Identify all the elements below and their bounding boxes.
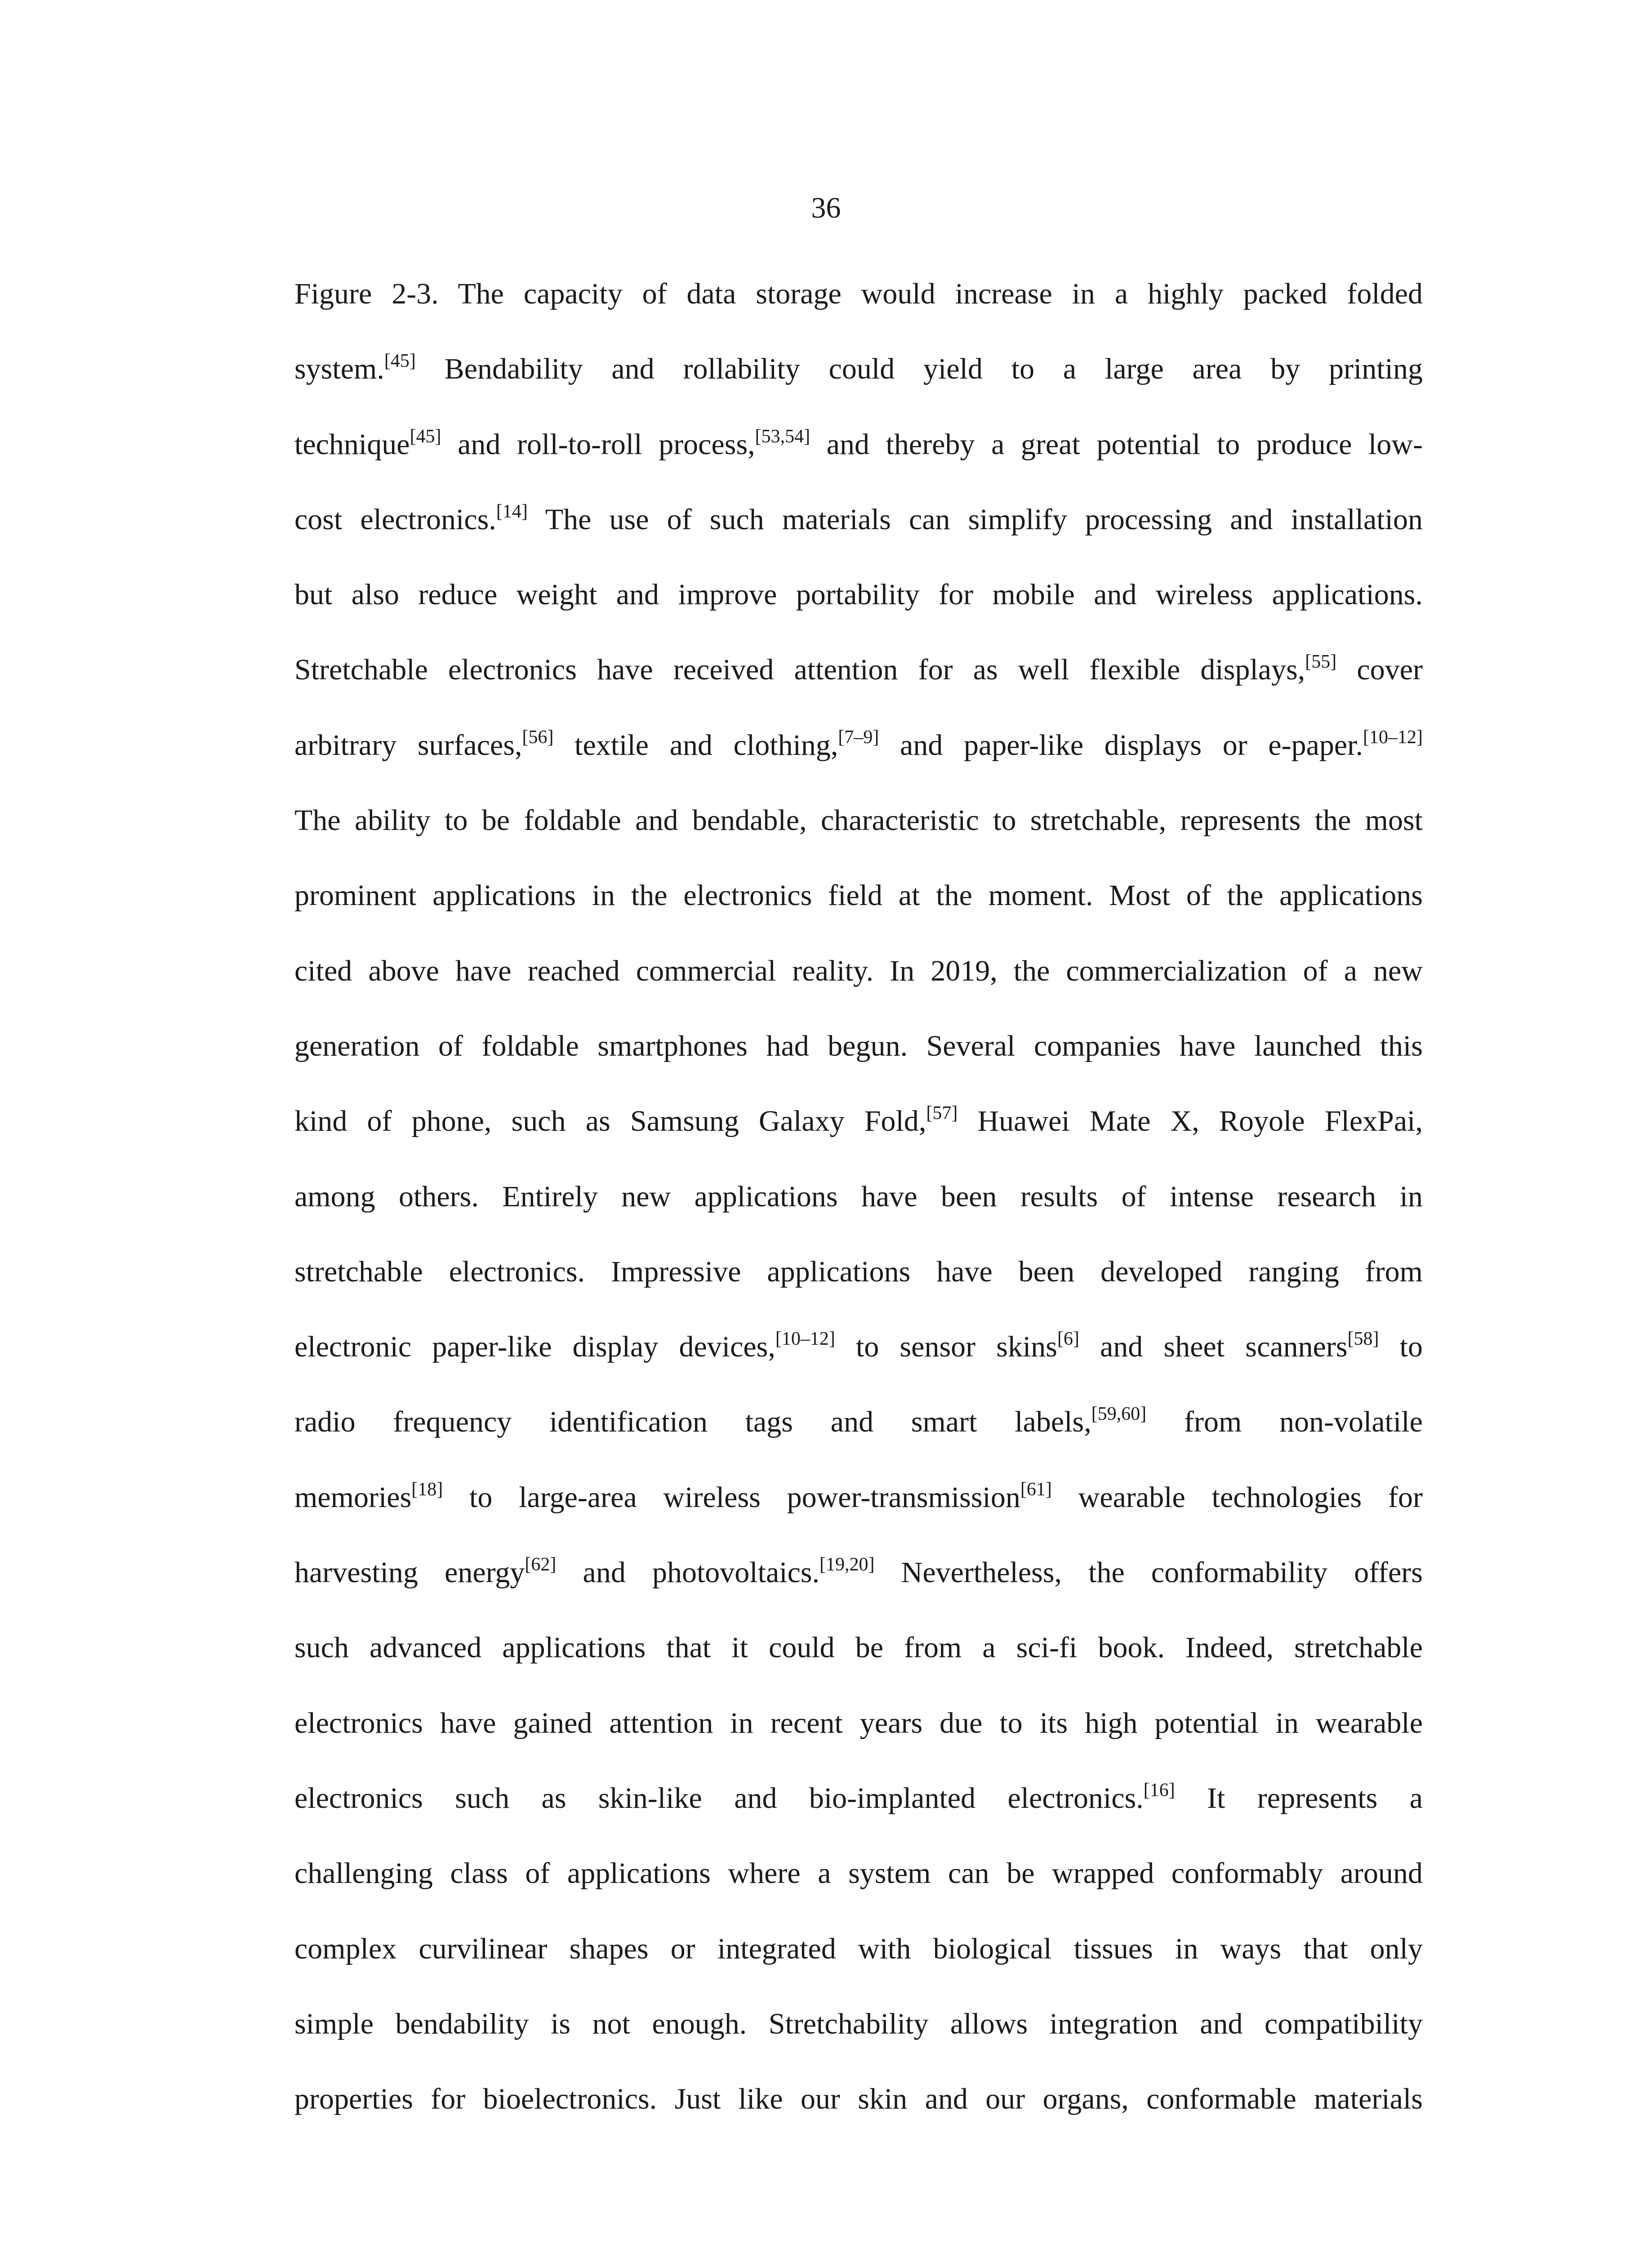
citation-reference: [10–12] (775, 1329, 835, 1350)
text-segment: textile and clothing, (553, 728, 838, 762)
text-segment: and sheet scanners (1079, 1330, 1348, 1364)
text-segment: Huawei Mate X, Royole FlexPai, (957, 1105, 1423, 1138)
citation-reference: [45] (384, 351, 416, 372)
text-segment: challenging class of applications where a system can be wrapped conformably around (294, 1857, 1423, 1890)
text-segment: cited above have reached commercial reality. In 2019, the commercialization of a new (294, 954, 1423, 987)
text-line (294, 2061, 1423, 2136)
text-line (294, 1084, 1423, 1159)
text-line (294, 407, 1423, 482)
text-segment: to sensor skins (835, 1330, 1057, 1364)
text-segment: and thereby a great potential to produce low- (810, 428, 1423, 461)
citation-reference: [19,20] (819, 1554, 875, 1575)
text-segment: electronics such as skin-like and bio-implanted electronics. (294, 1781, 1144, 1815)
text-line (294, 482, 1423, 557)
text-segment: arbitrary surfaces, (294, 728, 522, 762)
text-line (294, 708, 1423, 783)
page-number: 36 (811, 192, 841, 224)
citation-reference: [14] (496, 501, 528, 522)
text-segment: to (1379, 1330, 1423, 1364)
text-segment: harvesting energy (294, 1556, 525, 1589)
citation-reference: [10–12] (1363, 727, 1423, 748)
citation-reference: [45] (410, 426, 441, 447)
text-segment: such advanced applications that it could be from a sci-fi book. Indeed, stretchable (294, 1631, 1423, 1664)
citation-reference: [55] (1305, 651, 1337, 673)
text-line (294, 1309, 1423, 1384)
text-segment: The use of such materials can simplify processing and installation (527, 503, 1423, 536)
text-segment: cover (1336, 653, 1423, 687)
text-line (294, 1686, 1423, 1761)
text-line (294, 331, 1423, 406)
text-segment: The ability to be foldable and bendable, characteristic to stretchable, represents the most (294, 804, 1423, 837)
text-segment: and photovoltaics. (556, 1556, 820, 1589)
text-line (294, 1535, 1423, 1610)
text-line (294, 933, 1423, 1008)
text-segment: simple bendability is not enough. Stretchability allows integration and compatibility (294, 2007, 1423, 2040)
text-segment: properties for bioelectronics. Just like our skin and our organs, conformable materials (294, 2083, 1423, 2116)
text-line (294, 1986, 1423, 2061)
text-segment: but also reduce weight and improve portability for mobile and wireless applications. (294, 578, 1423, 611)
text-line (294, 858, 1423, 933)
text-segment: Figure 2-3. The capacity of data storage would increase in a highly packed folded (294, 277, 1423, 310)
citation-reference: [58] (1347, 1329, 1379, 1350)
text-segment: generation of foldable smartphones had begun. Several companies have launched this (294, 1029, 1423, 1062)
text-segment: and paper-like displays or e-paper. (879, 728, 1363, 762)
text-line (294, 256, 1423, 331)
text-segment: Stretchable electronics have received attention for as well flexible displays, (294, 653, 1305, 687)
text-segment: stretchable electronics. Impressive applications have been developed ranging from (294, 1255, 1423, 1288)
text-segment: Bendability and rollability could yield to a large area by printing (415, 352, 1423, 386)
text-segment: electronic paper-like display devices, (294, 1330, 775, 1364)
text-segment: Nevertheless, the conformability offers (874, 1556, 1423, 1589)
citation-reference: [7–9] (838, 727, 879, 748)
text-segment: to large-area wireless power-transmission (443, 1481, 1020, 1514)
text-line (294, 783, 1423, 858)
citation-reference: [61] (1020, 1479, 1052, 1500)
text-segment: and roll-to-roll process, (441, 428, 755, 461)
citation-reference: [57] (926, 1103, 958, 1124)
text-line (294, 1008, 1423, 1084)
body-text (294, 256, 1423, 2136)
text-line (294, 1911, 1423, 1986)
text-segment: complex curvilinear shapes or integrated with biological tissues in ways that only (294, 1932, 1423, 1965)
text-segment: wearable technologies for (1051, 1481, 1423, 1514)
text-line (294, 632, 1423, 707)
text-line (294, 1836, 1423, 1911)
text-line (294, 1761, 1423, 1836)
text-line (294, 1384, 1423, 1459)
citation-reference: [16] (1143, 1780, 1175, 1801)
text-line (294, 557, 1423, 632)
citation-reference: [53,54] (755, 426, 810, 447)
text-line (294, 1610, 1423, 1685)
citation-reference: [18] (411, 1479, 443, 1500)
text-line (294, 1159, 1423, 1234)
citation-reference: [56] (522, 727, 554, 748)
text-segment: memories (294, 1481, 412, 1514)
citation-reference: [6] (1057, 1329, 1079, 1350)
text-segment: It represents a (1175, 1781, 1423, 1815)
text-segment: kind of phone, such as Samsung Galaxy Fold, (294, 1105, 926, 1138)
text-segment: prominent applications in the electronics field at the moment. Most of the applications (294, 879, 1423, 912)
text-line (294, 1234, 1423, 1309)
text-segment: cost electronics. (294, 503, 496, 536)
citation-reference: [59,60] (1091, 1404, 1147, 1425)
text-segment: technique (294, 428, 410, 461)
text-segment: radio frequency identification tags and smart labels, (294, 1405, 1091, 1439)
text-segment: among others. Entirely new applications have been results of intense research in (294, 1180, 1423, 1213)
text-segment: from non-volatile (1146, 1405, 1423, 1439)
text-line (294, 1460, 1423, 1535)
text-segment: electronics have gained attention in recent years due to its high potential in wearable (294, 1706, 1423, 1740)
text-segment: system. (294, 352, 384, 386)
citation-reference: [62] (525, 1554, 557, 1575)
